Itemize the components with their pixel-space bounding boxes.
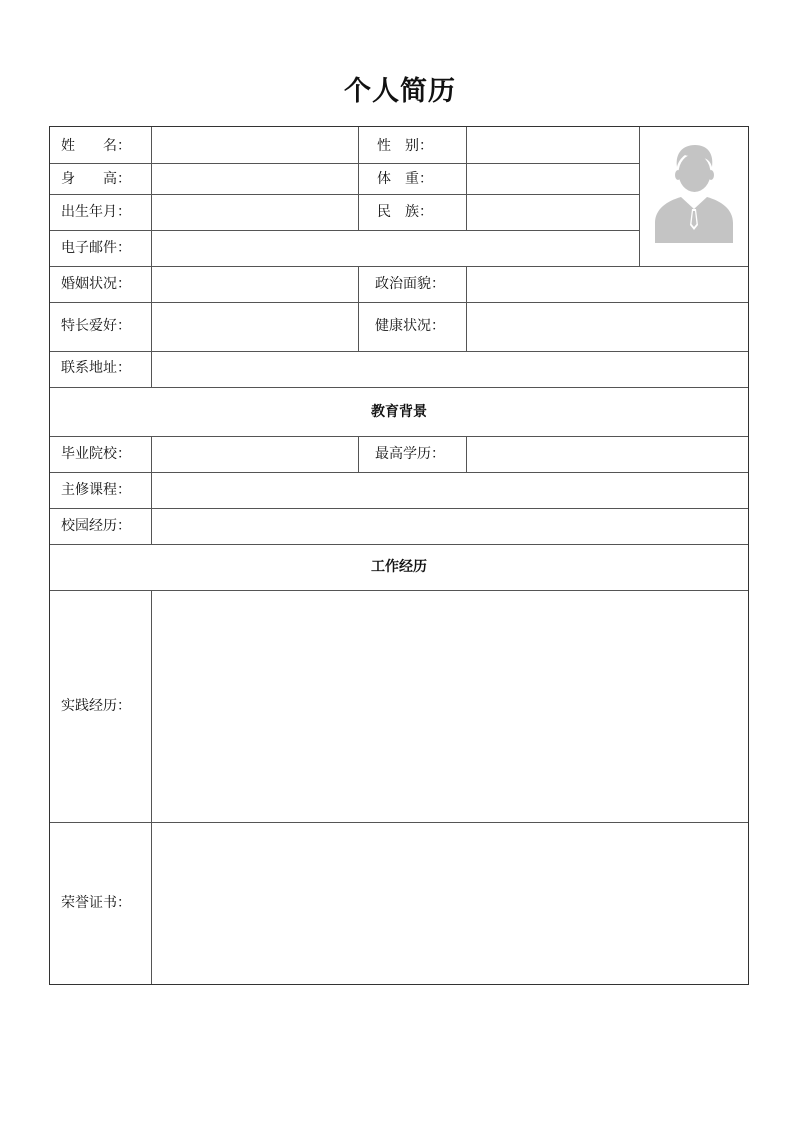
hobby-field[interactable] <box>152 303 358 351</box>
height-field[interactable] <box>152 164 358 194</box>
name-field[interactable] <box>152 127 358 163</box>
page-title: 个人简历 <box>344 76 456 107</box>
weight-field[interactable] <box>467 164 639 194</box>
name-label: 姓 名： <box>61 138 131 154</box>
work-section-title: 工作经历 <box>371 559 427 575</box>
row-divider <box>50 544 748 545</box>
resume-form <box>49 126 749 985</box>
health-label: 健康状况： <box>375 318 445 334</box>
birth-field[interactable] <box>152 195 358 230</box>
health-field[interactable] <box>467 303 748 351</box>
degree-field[interactable] <box>467 437 748 472</box>
col-divider <box>358 127 359 230</box>
hobby-label: 特长爱好： <box>61 318 131 334</box>
political-field[interactable] <box>467 267 748 302</box>
person-avatar-icon <box>639 127 749 266</box>
courses-label: 主修课程： <box>61 482 131 498</box>
email-label: 电子邮件： <box>61 240 131 256</box>
row-divider <box>50 387 748 388</box>
campus-field[interactable] <box>152 509 748 544</box>
col-divider <box>358 436 359 472</box>
courses-field[interactable] <box>152 473 748 508</box>
honors-label: 荣誉证书： <box>61 895 131 911</box>
height-label: 身 高： <box>61 171 131 187</box>
education-section-title: 教育背景 <box>371 404 427 420</box>
school-label: 毕业院校： <box>61 446 131 462</box>
practice-field[interactable] <box>152 591 748 822</box>
ethnicity-field[interactable] <box>467 195 639 230</box>
gender-label: 性 别： <box>377 138 433 154</box>
address-label: 联系地址： <box>61 360 131 376</box>
birth-label: 出生年月： <box>61 204 131 220</box>
honors-field[interactable] <box>152 823 748 984</box>
degree-label: 最高学历： <box>375 446 445 462</box>
practice-label: 实践经历： <box>61 698 131 714</box>
marital-field[interactable] <box>152 267 358 302</box>
political-label: 政治面貌： <box>375 276 445 292</box>
campus-label: 校园经历： <box>61 518 131 534</box>
col-divider <box>358 266 359 351</box>
address-field[interactable] <box>152 352 748 387</box>
photo-area[interactable] <box>639 127 749 266</box>
ethnicity-label: 民 族： <box>377 204 433 220</box>
marital-label: 婚姻状况： <box>61 276 131 292</box>
email-field[interactable] <box>152 231 639 266</box>
weight-label: 体 重： <box>377 171 433 187</box>
gender-field[interactable] <box>467 127 639 163</box>
school-field[interactable] <box>152 437 358 472</box>
